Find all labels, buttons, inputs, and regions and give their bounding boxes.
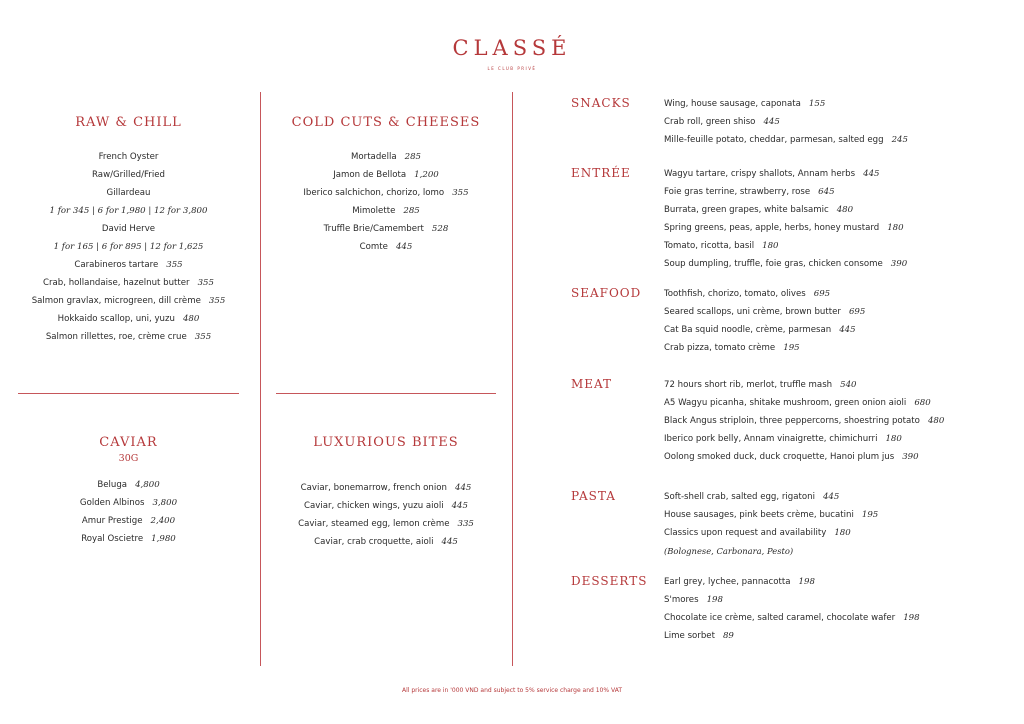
item-price: 1,980 (151, 534, 176, 544)
item-list (664, 573, 920, 645)
item-list (664, 165, 907, 273)
item-price: 445 (451, 501, 468, 511)
item-price: 1,200 (414, 170, 439, 180)
menu-item (664, 321, 865, 339)
item-name: Mille-feuille potato, cheddar, parmesan, salted egg (664, 135, 884, 145)
item-price: 285 (404, 152, 422, 162)
item-price: 445 (863, 169, 880, 179)
item-price: 285 (403, 206, 420, 216)
item-price: 180 (834, 528, 851, 538)
menu-item (18, 530, 239, 548)
item-price: 680 (914, 398, 931, 408)
item-price: 335 (457, 519, 474, 529)
menu-item (270, 479, 502, 497)
menu-item (270, 202, 502, 220)
section-raw-chill (18, 115, 239, 346)
menu-item (664, 339, 865, 357)
item-list (664, 285, 865, 357)
item-price: 198 (706, 595, 723, 605)
divider-vertical-right (512, 92, 513, 666)
item-price: 180 (885, 434, 902, 444)
item-price: 195 (861, 510, 879, 520)
divider-vertical-left (260, 92, 261, 666)
menu-item (18, 494, 239, 512)
item-name: S'mores (664, 595, 699, 605)
menu-item (664, 165, 907, 183)
item-name: Royal Oscietre (81, 534, 144, 544)
item-name: Caviar, crab croquette, aioli (314, 537, 434, 547)
item-price: 198 (903, 613, 920, 623)
section-luxurious-bites (270, 435, 502, 551)
item-price: 1 for 345 | 6 for 1,980 | 12 for 3,800 (49, 206, 208, 216)
item-price: 355 (194, 332, 212, 342)
item-price: 355 (166, 260, 183, 270)
item-name: Truffle Brie/Camembert (323, 224, 424, 234)
item-list (664, 488, 878, 542)
item-name: Crab pizza, tomato crème (664, 343, 776, 353)
menu-item (664, 237, 907, 255)
item-price: 180 (762, 241, 779, 251)
item-name: Oolong smoked duck, duck croquette, Hanoi plum jus (664, 452, 895, 462)
menu-item (664, 394, 944, 412)
item-name: Salmon rillettes, roe, crème crue (45, 332, 187, 342)
menu-item (664, 95, 908, 113)
item-price: 445 (822, 492, 840, 502)
section-title: PASTA (571, 489, 616, 503)
item-name: Classics upon request and availability (664, 528, 827, 538)
menu-item (664, 573, 920, 591)
item-price: 198 (798, 577, 815, 587)
item-price: 695 (848, 307, 866, 317)
menu-item (18, 476, 239, 494)
footer-note: All prices are in '000 VND and subject to 5% service charge and 10% VAT (401, 687, 623, 694)
menu-item (18, 184, 239, 202)
menu-item (664, 412, 944, 430)
item-price: 155 (808, 99, 826, 109)
menu-item (664, 201, 907, 219)
item-name: Burrata, green grapes, white balsamic (664, 205, 829, 215)
item-name: Caviar, bonemarrow, french onion (300, 483, 447, 493)
item-name: Salmon gravlax, microgreen, dill crème (31, 296, 201, 306)
item-name: David Herve (101, 224, 156, 234)
item-name: Amur Prestige (81, 516, 143, 526)
divider-horizontal-left (18, 393, 239, 394)
item-name: Lime sorbet (664, 631, 715, 641)
item-name: Golden Albinos (79, 498, 145, 508)
menu-item (664, 430, 944, 448)
item-price: 2,400 (150, 516, 176, 526)
menu-item (18, 202, 239, 220)
item-name: Caviar, steamed egg, lemon crème (298, 519, 450, 529)
item-price: 390 (902, 452, 919, 462)
item-price: 1 for 165 | 6 for 895 | 12 for 1,625 (53, 242, 204, 252)
brand-title: CLASSÉ (452, 36, 572, 60)
item-name: 72 hours short rib, merlot, truffle mash (664, 380, 833, 390)
pasta-list-wrapper (664, 488, 878, 560)
item-list (270, 479, 502, 551)
menu-item (18, 148, 239, 166)
menu-item (664, 627, 920, 645)
item-name: Soft-shell crab, salted egg, rigatoni (664, 492, 815, 502)
item-price: 540 (840, 380, 857, 390)
item-price: 180 (887, 223, 904, 233)
section-title: COLD CUTS & CHEESES (291, 115, 481, 130)
menu-item (18, 328, 239, 346)
menu-item (664, 609, 920, 627)
item-list (270, 148, 502, 256)
item-list (18, 148, 239, 346)
item-price: 4,800 (135, 480, 160, 490)
menu-item (18, 512, 239, 530)
menu-item (270, 220, 502, 238)
item-name: Earl grey, lychee, pannacotta (664, 577, 791, 587)
menu-item (664, 376, 944, 394)
item-name: Black Angus striploin, three peppercorns, shoestring potato (664, 416, 920, 426)
menu-item (270, 184, 502, 202)
item-price: 645 (818, 187, 835, 197)
menu-item (664, 488, 878, 506)
item-name: Foie gras terrine, strawberry, rose (664, 187, 811, 197)
menu-item (270, 166, 502, 184)
menu-item (270, 515, 502, 533)
section-title: SEAFOOD (571, 286, 642, 300)
menu-item (664, 131, 908, 149)
menu-item (664, 506, 878, 524)
menu-item (664, 591, 920, 609)
menu-item (664, 183, 907, 201)
item-price: 355 (197, 278, 214, 288)
menu-item (18, 238, 239, 256)
section-subtitle: 30G (118, 453, 139, 464)
menu-item (664, 255, 907, 273)
menu-item (270, 238, 502, 256)
section-title: LUXURIOUS BITES (313, 435, 459, 450)
menu-item (270, 497, 502, 515)
section-cold-cuts (270, 115, 502, 256)
item-price: 445 (454, 483, 472, 493)
item-list (18, 476, 239, 548)
menu-item (664, 448, 944, 466)
section-title: DESSERTS (571, 574, 648, 588)
item-name: Iberico pork belly, Annam vinaigrette, chimichurri (664, 434, 878, 444)
menu-item (664, 524, 878, 542)
item-name: A5 Wagyu picanha, shitake mushroom, green onion aioli (664, 398, 907, 408)
item-list (664, 95, 908, 149)
item-name: Mortadella (350, 152, 397, 162)
item-price: 3,800 (152, 498, 178, 508)
menu-item (18, 292, 239, 310)
item-name: Crab roll, green shiso (664, 117, 756, 127)
item-price: 695 (813, 289, 831, 299)
item-name: Cat Ba squid noodle, crème, parmesan (664, 325, 832, 335)
menu-item (18, 166, 239, 184)
section-title: ENTRÉE (571, 166, 631, 180)
item-name: Spring greens, peas, apple, herbs, honey mustard (664, 223, 880, 233)
item-name: Jamon de Bellota (333, 170, 407, 180)
brand-subtitle: LE CLUB PRIVÉ (487, 66, 537, 71)
menu-item (664, 285, 865, 303)
menu-item (270, 533, 502, 551)
item-name: Wing, house sausage, caponata (664, 99, 801, 109)
menu-item (664, 219, 907, 237)
item-name: Soup dumpling, truffle, foie gras, chicken consome (664, 259, 883, 269)
item-price: 245 (891, 135, 908, 145)
item-name: Mimolette (352, 206, 396, 216)
menu-item (664, 113, 908, 131)
item-name: Wagyu tartare, crispy shallots, Annam herbs (664, 169, 856, 179)
item-name: Carabineros tartare (74, 260, 159, 270)
item-name: Crab, hollandaise, hazelnut butter (42, 278, 190, 288)
item-name: Caviar, chicken wings, yuzu aioli (304, 501, 444, 511)
item-price: 89 (722, 631, 734, 641)
item-price: 445 (839, 325, 856, 335)
item-price: 480 (182, 314, 200, 324)
item-price: 528 (431, 224, 449, 234)
item-price: 480 (927, 416, 945, 426)
item-price: 445 (441, 537, 458, 547)
item-name: Beluga (97, 480, 128, 490)
item-price: 355 (452, 188, 469, 198)
item-name: Comte (359, 242, 388, 252)
item-price: 480 (836, 205, 854, 215)
item-price: 355 (208, 296, 226, 306)
brand-header (0, 36, 1024, 71)
item-name: Hokkaido scallop, uni, yuzu (57, 314, 175, 324)
item-name: Iberico salchichon, chorizo, lomo (303, 188, 445, 198)
item-name: Gillardeau (106, 188, 151, 198)
item-name: French Oyster (98, 152, 159, 162)
item-price: 445 (395, 242, 413, 252)
item-name: House sausages, pink beets crème, bucatini (664, 510, 854, 520)
section-title: CAVIAR (99, 435, 158, 450)
item-name: Toothfish, chorizo, tomato, olives (664, 289, 806, 299)
menu-item (18, 310, 239, 328)
item-price: 390 (890, 259, 908, 269)
menu-item (18, 274, 239, 292)
menu-item (18, 220, 239, 238)
section-title: SNACKS (571, 96, 631, 110)
item-name: Seared scallops, uni crème, brown butter (664, 307, 841, 317)
menu-item (664, 303, 865, 321)
item-price: 195 (783, 343, 800, 353)
item-name: Tomato, ricotta, basil (664, 241, 755, 251)
item-price: 445 (763, 117, 780, 127)
section-title: MEAT (571, 377, 613, 391)
menu-item (270, 148, 502, 166)
item-list (664, 376, 944, 466)
section-caviar (18, 435, 239, 548)
menu-item (18, 256, 239, 274)
item-name: Raw/Grilled/Fried (92, 170, 165, 180)
item-name: Chocolate ice crème, salted caramel, chocolate wafer (664, 613, 896, 623)
pasta-note: (Bolognese, Carbonara, Pesto) (664, 546, 794, 556)
section-title: RAW & CHILL (75, 115, 182, 130)
divider-horizontal-middle (276, 393, 496, 394)
